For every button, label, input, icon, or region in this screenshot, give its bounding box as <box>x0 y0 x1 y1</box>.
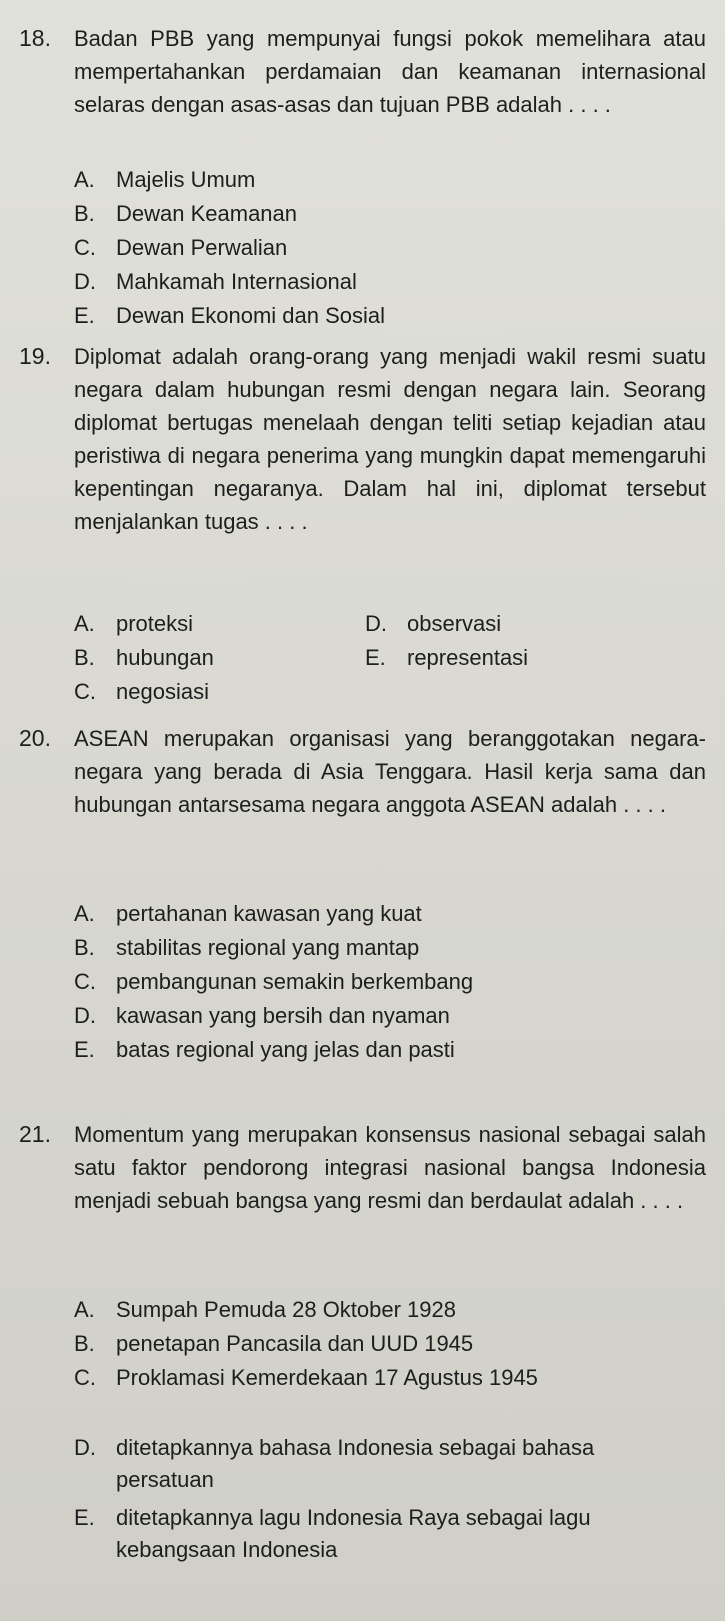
option-d[interactable] <box>365 608 501 640</box>
question-number: 21. <box>19 1121 51 1147</box>
option-letter: D. <box>74 269 96 294</box>
option-e[interactable] <box>74 300 385 332</box>
option-d[interactable] <box>74 266 357 298</box>
option-text: ditetapkannya lagu Indonesia Raya sebagai lagu kebangsaan Indonesia <box>116 1505 591 1562</box>
question-number: 20. <box>19 725 51 751</box>
option-text: representasi <box>407 645 529 670</box>
option-letter: A. <box>74 167 95 192</box>
option-letter: A. <box>74 611 95 636</box>
option-text: Mahkamah Internasional <box>116 269 357 294</box>
option-letter: C. <box>74 235 96 260</box>
option-text: kawasan yang bersih dan nyaman <box>116 1003 450 1028</box>
option-letter: C. <box>74 1365 96 1390</box>
option-b[interactable] <box>74 1328 473 1360</box>
option-letter: D. <box>74 1435 96 1460</box>
option-letter: B. <box>74 645 95 670</box>
option-text: proteksi <box>116 611 194 636</box>
option-a[interactable] <box>74 1294 456 1326</box>
question-text: ASEAN merupakan organisasi yang beranggotakan negara-negara yang berada di Asia Tenggara. Hasil kerja sama dan hubungan antarsesama negara anggota ASEAN adalah . . . . <box>74 726 706 817</box>
option-a[interactable] <box>74 608 193 640</box>
option-letter: C. <box>74 969 96 994</box>
question-number: 19. <box>19 343 51 369</box>
option-letter: A. <box>74 901 95 926</box>
option-letter: C. <box>74 679 96 704</box>
option-letter: A. <box>74 1297 95 1322</box>
option-c[interactable] <box>74 676 209 708</box>
question-text: Diplomat adalah orang-orang yang menjadi wakil resmi suatu negara dalam hubungan resmi dengan negara lain. Seorang diplomat bertugas menelaah dengan teliti setiap kejadian atau peristiwa di negara penerima yang mungkin dapat memengaruhi kepentingan negaranya. Dalam hal ini, diplomat tersebut menjalankan tugas . . . . <box>74 344 706 534</box>
option-letter: E. <box>74 1505 95 1530</box>
option-a[interactable] <box>74 898 422 930</box>
option-text: Dewan Keamanan <box>116 201 298 226</box>
option-text: penetapan Pancasila dan UUD 1945 <box>116 1331 474 1356</box>
option-text: Proklamasi Kemerdekaan 17 Agustus 1945 <box>116 1365 538 1390</box>
option-letter: B. <box>74 201 95 226</box>
option-letter: D. <box>365 611 387 636</box>
option-text: Dewan Ekonomi dan Sosial <box>116 303 386 328</box>
option-text: observasi <box>407 611 502 636</box>
option-b[interactable] <box>74 642 214 674</box>
option-text: Majelis Umum <box>116 167 256 192</box>
option-letter: D. <box>74 1003 96 1028</box>
option-a[interactable] <box>74 164 255 196</box>
option-e[interactable] <box>74 1502 664 1566</box>
option-letter: B. <box>74 1331 95 1356</box>
question-text: Badan PBB yang mempunyai fungsi pokok memelihara atau mempertahankan perdamaian dan keamanan internasional selaras dengan asas-asas dan tujuan PBB adalah . . . . <box>74 26 706 117</box>
option-c[interactable] <box>74 1362 664 1394</box>
option-letter: E. <box>74 303 95 328</box>
option-text: hubungan <box>116 645 214 670</box>
option-text: ditetapkannya bahasa Indonesia sebagai bahasa persatuan <box>116 1435 595 1492</box>
option-b[interactable] <box>74 198 297 230</box>
option-c[interactable] <box>74 966 473 998</box>
option-d[interactable] <box>74 1000 450 1032</box>
option-letter: E. <box>74 1037 95 1062</box>
option-text: batas regional yang jelas dan pasti <box>116 1037 455 1062</box>
question-text: Momentum yang merupakan konsensus nasional sebagai salah satu faktor pendorong integrasi nasional bangsa Indonesia menjadi sebuah bangsa yang resmi dan berdaulat adalah . . . . <box>74 1122 706 1213</box>
option-text: Sumpah Pemuda 28 Oktober 1928 <box>116 1297 457 1322</box>
option-d[interactable] <box>74 1432 664 1496</box>
option-text: pertahanan kawasan yang kuat <box>116 901 422 926</box>
option-text: Dewan Perwalian <box>116 235 288 260</box>
option-e[interactable] <box>365 642 528 674</box>
option-letter: B. <box>74 935 95 960</box>
question-number: 18. <box>19 25 51 51</box>
option-b[interactable] <box>74 932 419 964</box>
option-letter: E. <box>365 645 386 670</box>
option-text: negosiasi <box>116 679 209 704</box>
option-e[interactable] <box>74 1034 455 1066</box>
option-c[interactable] <box>74 232 287 264</box>
option-text: pembangunan semakin berkembang <box>116 969 474 994</box>
option-text: stabilitas regional yang mantap <box>116 935 420 960</box>
